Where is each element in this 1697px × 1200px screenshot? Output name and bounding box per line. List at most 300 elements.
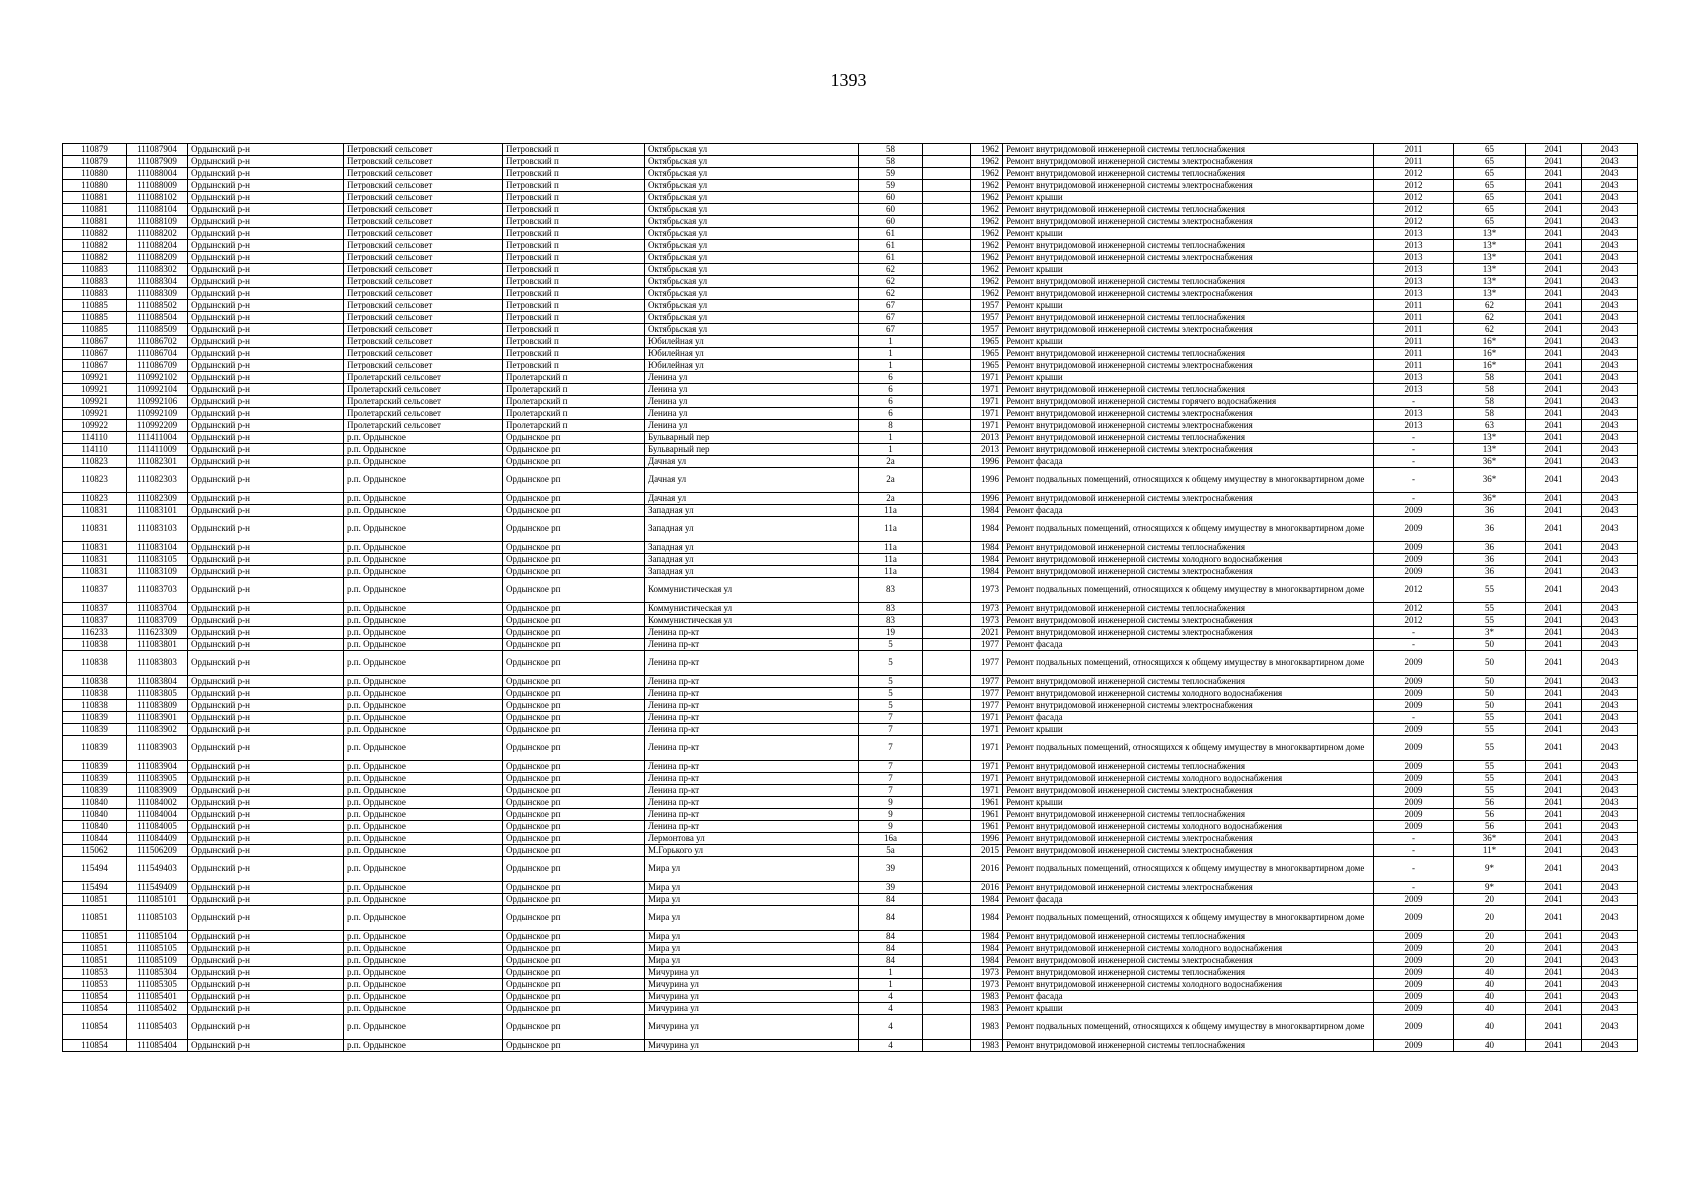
cell-municipality: Пролетарский сельсовет [344, 396, 503, 408]
cell-house-number: 84 [859, 943, 923, 955]
cell-wear-percent: 65 [1454, 156, 1526, 168]
cell-work-id: 111088504 [127, 312, 188, 324]
cell-work-type: Ремонт внутридомовой инженерной системы электроснабжения [1003, 833, 1374, 845]
cell-municipality: р.п. Ордынское [344, 894, 503, 906]
cell-settlement: Петровский п [503, 204, 645, 216]
cell-street: Западная ул [645, 505, 859, 517]
cell-corpus [923, 1015, 971, 1040]
cell-corpus [923, 688, 971, 700]
cell-wear-percent: 20 [1454, 931, 1526, 943]
cell-house-number: 19 [859, 627, 923, 639]
cell-work-type: Ремонт крыши [1003, 797, 1374, 809]
table-row [63, 180, 1638, 192]
cell-last-repair-year: 2009 [1374, 1040, 1454, 1052]
cell-house-number: 39 [859, 882, 923, 894]
cell-street: Юбилейная ул [645, 336, 859, 348]
cell-district: Ордынский р-н [188, 384, 344, 396]
cell-house-id: 109921 [63, 408, 127, 420]
cell-work-id: 111084002 [127, 797, 188, 809]
cell-house-number: 67 [859, 312, 923, 324]
cell-house-number: 62 [859, 264, 923, 276]
cell-corpus [923, 252, 971, 264]
cell-plan-end-year: 2043 [1582, 144, 1638, 156]
cell-plan-start-year: 2041 [1526, 797, 1582, 809]
cell-work-id: 111083804 [127, 676, 188, 688]
cell-last-repair-year: 2009 [1374, 1003, 1454, 1015]
cell-settlement: Ордынское рп [503, 991, 645, 1003]
cell-district: Ордынский р-н [188, 712, 344, 724]
cell-plan-start-year: 2041 [1526, 676, 1582, 688]
cell-municipality: р.п. Ордынское [344, 432, 503, 444]
cell-build-year: 1962 [971, 168, 1003, 180]
cell-house-id: 110851 [63, 943, 127, 955]
cell-house-id: 110838 [63, 651, 127, 676]
cell-plan-end-year: 2043 [1582, 324, 1638, 336]
cell-work-type: Ремонт внутридомовой инженерной системы теплоснабжения [1003, 603, 1374, 615]
cell-municipality: Петровский сельсовет [344, 168, 503, 180]
cell-house-id: 110838 [63, 676, 127, 688]
cell-district: Ордынский р-н [188, 566, 344, 578]
cell-build-year: 1984 [971, 505, 1003, 517]
cell-plan-start-year: 2041 [1526, 761, 1582, 773]
table-row [63, 979, 1638, 991]
cell-house-number: 7 [859, 773, 923, 785]
cell-house-number: 84 [859, 931, 923, 943]
cell-house-number: 7 [859, 736, 923, 761]
cell-work-type: Ремонт крыши [1003, 1003, 1374, 1015]
cell-wear-percent: 40 [1454, 1003, 1526, 1015]
cell-plan-start-year: 2041 [1526, 324, 1582, 336]
cell-municipality: Пролетарский сельсовет [344, 372, 503, 384]
table-row [63, 688, 1638, 700]
cell-house-id: 110881 [63, 216, 127, 228]
table-row [63, 240, 1638, 252]
cell-plan-end-year: 2043 [1582, 168, 1638, 180]
cell-house-id: 110844 [63, 833, 127, 845]
cell-corpus [923, 444, 971, 456]
cell-plan-start-year: 2041 [1526, 372, 1582, 384]
cell-build-year: 1984 [971, 955, 1003, 967]
cell-house-number: 11а [859, 542, 923, 554]
cell-work-type: Ремонт внутридомовой инженерной системы теплоснабжения [1003, 967, 1374, 979]
cell-build-year: 1977 [971, 639, 1003, 651]
cell-house-number: 16а [859, 833, 923, 845]
cell-build-year: 1965 [971, 336, 1003, 348]
cell-work-type: Ремонт внутридомовой инженерной системы теплоснабжения [1003, 432, 1374, 444]
cell-build-year: 1983 [971, 1003, 1003, 1015]
cell-corpus [923, 894, 971, 906]
cell-district: Ордынский р-н [188, 967, 344, 979]
cell-corpus [923, 943, 971, 955]
cell-street: Октябрьская ул [645, 168, 859, 180]
cell-street: Ленина ул [645, 408, 859, 420]
cell-work-type: Ремонт внутридомовой инженерной системы электроснабжения [1003, 627, 1374, 639]
cell-work-id: 111083809 [127, 700, 188, 712]
cell-build-year: 1984 [971, 894, 1003, 906]
cell-work-id: 111083905 [127, 773, 188, 785]
cell-last-repair-year: 2009 [1374, 991, 1454, 1003]
cell-work-id: 111087904 [127, 144, 188, 156]
cell-plan-end-year: 2043 [1582, 276, 1638, 288]
cell-plan-start-year: 2041 [1526, 144, 1582, 156]
cell-corpus [923, 228, 971, 240]
cell-build-year: 1962 [971, 288, 1003, 300]
cell-wear-percent: 36 [1454, 542, 1526, 554]
cell-plan-end-year: 2043 [1582, 797, 1638, 809]
cell-build-year: 1961 [971, 809, 1003, 821]
cell-municipality: р.п. Ордынское [344, 785, 503, 797]
cell-corpus [923, 627, 971, 639]
cell-plan-start-year: 2041 [1526, 566, 1582, 578]
cell-wear-percent: 63 [1454, 420, 1526, 432]
cell-wear-percent: 62 [1454, 324, 1526, 336]
cell-settlement: Петровский п [503, 288, 645, 300]
table-row [63, 505, 1638, 517]
cell-municipality: р.п. Ордынское [344, 688, 503, 700]
cell-work-id: 111083709 [127, 615, 188, 627]
cell-plan-start-year: 2041 [1526, 264, 1582, 276]
cell-build-year: 1962 [971, 240, 1003, 252]
cell-last-repair-year: - [1374, 468, 1454, 493]
cell-work-id: 111411004 [127, 432, 188, 444]
table-row [63, 156, 1638, 168]
cell-house-number: 11а [859, 517, 923, 542]
cell-plan-end-year: 2043 [1582, 651, 1638, 676]
cell-district: Ордынский р-н [188, 204, 344, 216]
table-row [63, 554, 1638, 566]
cell-house-id: 115494 [63, 882, 127, 894]
cell-plan-end-year: 2043 [1582, 615, 1638, 627]
cell-work-type: Ремонт внутридомовой инженерной системы горячего водоснабжения [1003, 396, 1374, 408]
table-row [63, 943, 1638, 955]
cell-settlement: Ордынское рп [503, 542, 645, 554]
cell-municipality: Петровский сельсовет [344, 312, 503, 324]
cell-build-year: 1983 [971, 991, 1003, 1003]
cell-house-id: 109922 [63, 420, 127, 432]
cell-house-id: 110831 [63, 554, 127, 566]
cell-build-year: 1996 [971, 456, 1003, 468]
cell-house-number: 62 [859, 276, 923, 288]
cell-settlement: Петровский п [503, 228, 645, 240]
table-row [63, 882, 1638, 894]
cell-street: Ленина ул [645, 420, 859, 432]
cell-district: Ордынский р-н [188, 156, 344, 168]
cell-wear-percent: 16* [1454, 336, 1526, 348]
cell-street: Мичурина ул [645, 991, 859, 1003]
cell-last-repair-year: 2012 [1374, 603, 1454, 615]
cell-wear-percent: 55 [1454, 712, 1526, 724]
cell-last-repair-year: 2013 [1374, 420, 1454, 432]
table-row [63, 468, 1638, 493]
table-row [63, 517, 1638, 542]
table-row [63, 566, 1638, 578]
cell-house-number: 9 [859, 809, 923, 821]
cell-last-repair-year: - [1374, 882, 1454, 894]
table-row [63, 736, 1638, 761]
cell-house-number: 5а [859, 845, 923, 857]
cell-settlement: Пролетарский п [503, 372, 645, 384]
cell-house-id: 110885 [63, 300, 127, 312]
cell-work-type: Ремонт подвальных помещений, относящихся к общему имуществу в многоквартирном доме [1003, 906, 1374, 931]
cell-work-type: Ремонт внутридомовой инженерной системы холодного водоснабжения [1003, 554, 1374, 566]
cell-wear-percent: 56 [1454, 797, 1526, 809]
table-row [63, 894, 1638, 906]
cell-plan-end-year: 2043 [1582, 240, 1638, 252]
cell-wear-percent: 40 [1454, 991, 1526, 1003]
cell-house-id: 110839 [63, 712, 127, 724]
cell-wear-percent: 55 [1454, 615, 1526, 627]
cell-municipality: Петровский сельсовет [344, 360, 503, 372]
cell-street: Октябрьская ул [645, 288, 859, 300]
cell-wear-percent: 36* [1454, 833, 1526, 845]
cell-district: Ордынский р-н [188, 396, 344, 408]
cell-house-id: 115062 [63, 845, 127, 857]
cell-wear-percent: 13* [1454, 240, 1526, 252]
cell-work-type: Ремонт фасада [1003, 505, 1374, 517]
cell-street: Ленина пр-кт [645, 676, 859, 688]
cell-house-number: 2а [859, 468, 923, 493]
cell-house-id: 110839 [63, 736, 127, 761]
cell-house-id: 110881 [63, 192, 127, 204]
table-row [63, 773, 1638, 785]
cell-corpus [923, 845, 971, 857]
cell-work-type: Ремонт внутридомовой инженерной системы электроснабжения [1003, 493, 1374, 505]
cell-corpus [923, 639, 971, 651]
cell-work-id: 111082303 [127, 468, 188, 493]
cell-corpus [923, 180, 971, 192]
cell-house-number: 60 [859, 216, 923, 228]
cell-settlement: Ордынское рп [503, 809, 645, 821]
cell-work-type: Ремонт подвальных помещений, относящихся к общему имуществу в многоквартирном доме [1003, 517, 1374, 542]
table-row [63, 627, 1638, 639]
cell-plan-end-year: 2043 [1582, 967, 1638, 979]
cell-work-id: 111084004 [127, 809, 188, 821]
cell-work-type: Ремонт внутридомовой инженерной системы теплоснабжения [1003, 384, 1374, 396]
cell-work-id: 111085404 [127, 1040, 188, 1052]
cell-work-id: 111082301 [127, 456, 188, 468]
cell-plan-start-year: 2041 [1526, 542, 1582, 554]
cell-street: Ленина ул [645, 384, 859, 396]
cell-settlement: Ордынское рп [503, 688, 645, 700]
cell-district: Ордынский р-н [188, 505, 344, 517]
cell-street: Октябрьская ул [645, 240, 859, 252]
cell-settlement: Ордынское рп [503, 736, 645, 761]
cell-settlement: Петровский п [503, 252, 645, 264]
cell-build-year: 1961 [971, 797, 1003, 809]
cell-municipality: р.п. Ордынское [344, 639, 503, 651]
cell-last-repair-year: 2013 [1374, 408, 1454, 420]
cell-municipality: р.п. Ордынское [344, 967, 503, 979]
cell-work-type: Ремонт внутридомовой инженерной системы электроснабжения [1003, 324, 1374, 336]
cell-street: Мира ул [645, 894, 859, 906]
cell-wear-percent: 55 [1454, 785, 1526, 797]
cell-settlement: Петровский п [503, 168, 645, 180]
cell-plan-end-year: 2043 [1582, 468, 1638, 493]
cell-build-year: 1962 [971, 264, 1003, 276]
cell-municipality: р.п. Ордынское [344, 724, 503, 736]
cell-house-id: 110831 [63, 566, 127, 578]
cell-work-id: 111549409 [127, 882, 188, 894]
cell-house-number: 62 [859, 288, 923, 300]
cell-corpus [923, 712, 971, 724]
cell-house-number: 58 [859, 156, 923, 168]
cell-wear-percent: 55 [1454, 724, 1526, 736]
cell-plan-start-year: 2041 [1526, 444, 1582, 456]
cell-work-type: Ремонт внутридомовой инженерной системы электроснабжения [1003, 444, 1374, 456]
cell-work-id: 111088502 [127, 300, 188, 312]
cell-work-type: Ремонт внутридомовой инженерной системы теплоснабжения [1003, 931, 1374, 943]
cell-street: Ленина пр-кт [645, 785, 859, 797]
cell-municipality: р.п. Ордынское [344, 931, 503, 943]
cell-street: Октябрьская ул [645, 276, 859, 288]
table-row [63, 955, 1638, 967]
cell-plan-start-year: 2041 [1526, 1040, 1582, 1052]
cell-last-repair-year: 2009 [1374, 736, 1454, 761]
cell-last-repair-year: 2012 [1374, 180, 1454, 192]
cell-street: Мира ул [645, 931, 859, 943]
table-row [63, 300, 1638, 312]
cell-work-id: 111083909 [127, 785, 188, 797]
table-row [63, 396, 1638, 408]
cell-house-id: 110823 [63, 456, 127, 468]
cell-house-number: 11а [859, 554, 923, 566]
cell-house-id: 110831 [63, 505, 127, 517]
cell-plan-start-year: 2041 [1526, 276, 1582, 288]
cell-district: Ордынский р-н [188, 420, 344, 432]
cell-last-repair-year: - [1374, 845, 1454, 857]
cell-wear-percent: 65 [1454, 168, 1526, 180]
cell-district: Ордынский р-н [188, 955, 344, 967]
cell-plan-start-year: 2041 [1526, 468, 1582, 493]
cell-plan-end-year: 2043 [1582, 955, 1638, 967]
cell-last-repair-year: - [1374, 493, 1454, 505]
cell-work-type: Ремонт внутридомовой инженерной системы электроснабжения [1003, 700, 1374, 712]
cell-street: Дачная ул [645, 468, 859, 493]
cell-municipality: р.п. Ордынское [344, 821, 503, 833]
cell-wear-percent: 56 [1454, 821, 1526, 833]
cell-work-type: Ремонт внутридомовой инженерной системы электроснабжения [1003, 288, 1374, 300]
table-row [63, 276, 1638, 288]
cell-settlement: Ордынское рп [503, 1003, 645, 1015]
cell-work-id: 111506209 [127, 845, 188, 857]
cell-corpus [923, 348, 971, 360]
table-row [63, 493, 1638, 505]
table-row [63, 444, 1638, 456]
cell-street: Ленина пр-кт [645, 809, 859, 821]
cell-plan-end-year: 2043 [1582, 979, 1638, 991]
cell-last-repair-year: 2009 [1374, 700, 1454, 712]
cell-corpus [923, 384, 971, 396]
cell-district: Ордынский р-н [188, 456, 344, 468]
cell-wear-percent: 13* [1454, 444, 1526, 456]
cell-plan-end-year: 2043 [1582, 991, 1638, 1003]
table-row [63, 432, 1638, 444]
cell-settlement: Петровский п [503, 156, 645, 168]
cell-house-id: 109921 [63, 396, 127, 408]
cell-house-number: 2а [859, 493, 923, 505]
cell-build-year: 2016 [971, 882, 1003, 894]
table-row [63, 312, 1638, 324]
cell-district: Ордынский р-н [188, 943, 344, 955]
cell-plan-end-year: 2043 [1582, 384, 1638, 396]
cell-house-number: 6 [859, 384, 923, 396]
cell-wear-percent: 55 [1454, 603, 1526, 615]
cell-municipality: р.п. Ордынское [344, 943, 503, 955]
cell-wear-percent: 13* [1454, 288, 1526, 300]
cell-plan-start-year: 2041 [1526, 578, 1582, 603]
cell-last-repair-year: 2009 [1374, 906, 1454, 931]
cell-last-repair-year: 2012 [1374, 192, 1454, 204]
cell-work-type: Ремонт внутридомовой инженерной системы электроснабжения [1003, 955, 1374, 967]
cell-municipality: Пролетарский сельсовет [344, 408, 503, 420]
cell-work-type: Ремонт внутридомовой инженерной системы холодного водоснабжения [1003, 943, 1374, 955]
cell-work-type: Ремонт подвальных помещений, относящихся к общему имуществу в многоквартирном доме [1003, 578, 1374, 603]
cell-house-id: 110851 [63, 955, 127, 967]
cell-corpus [923, 288, 971, 300]
cell-wear-percent: 36 [1454, 505, 1526, 517]
cell-build-year: 2021 [971, 627, 1003, 639]
cell-plan-start-year: 2041 [1526, 821, 1582, 833]
table-row [63, 384, 1638, 396]
cell-house-number: 84 [859, 906, 923, 931]
cell-plan-start-year: 2041 [1526, 312, 1582, 324]
cell-street: Мира ул [645, 906, 859, 931]
table-row [63, 724, 1638, 736]
table-row [63, 348, 1638, 360]
cell-house-number: 83 [859, 615, 923, 627]
cell-settlement: Ордынское рп [503, 906, 645, 931]
cell-plan-start-year: 2041 [1526, 493, 1582, 505]
cell-work-type: Ремонт внутридомовой инженерной системы теплоснабжения [1003, 542, 1374, 554]
cell-work-id: 111088309 [127, 288, 188, 300]
cell-municipality: р.п. Ордынское [344, 955, 503, 967]
cell-house-number: 61 [859, 252, 923, 264]
cell-work-id: 111088302 [127, 264, 188, 276]
cell-work-id: 111083902 [127, 724, 188, 736]
cell-settlement: Пролетарский п [503, 408, 645, 420]
cell-work-type: Ремонт крыши [1003, 192, 1374, 204]
cell-settlement: Ордынское рп [503, 493, 645, 505]
cell-district: Ордынский р-н [188, 809, 344, 821]
cell-build-year: 1977 [971, 676, 1003, 688]
cell-corpus [923, 967, 971, 979]
cell-corpus [923, 1040, 971, 1052]
cell-corpus [923, 797, 971, 809]
cell-plan-start-year: 2041 [1526, 228, 1582, 240]
cell-work-id: 110992104 [127, 384, 188, 396]
cell-house-number: 4 [859, 1003, 923, 1015]
cell-street: Мира ул [645, 955, 859, 967]
cell-municipality: р.п. Ордынское [344, 578, 503, 603]
cell-build-year: 1971 [971, 384, 1003, 396]
cell-corpus [923, 468, 971, 493]
cell-plan-start-year: 2041 [1526, 906, 1582, 931]
cell-last-repair-year: 2013 [1374, 264, 1454, 276]
cell-house-id: 110882 [63, 240, 127, 252]
cell-settlement: Ордынское рп [503, 845, 645, 857]
cell-district: Ордынский р-н [188, 216, 344, 228]
cell-plan-start-year: 2041 [1526, 615, 1582, 627]
cell-district: Ордынский р-н [188, 300, 344, 312]
cell-district: Ордынский р-н [188, 324, 344, 336]
table-row [63, 144, 1638, 156]
cell-district: Ордынский р-н [188, 979, 344, 991]
cell-municipality: Петровский сельсовет [344, 216, 503, 228]
cell-house-number: 6 [859, 372, 923, 384]
cell-wear-percent: 50 [1454, 688, 1526, 700]
cell-house-id: 110839 [63, 724, 127, 736]
cell-corpus [923, 833, 971, 845]
